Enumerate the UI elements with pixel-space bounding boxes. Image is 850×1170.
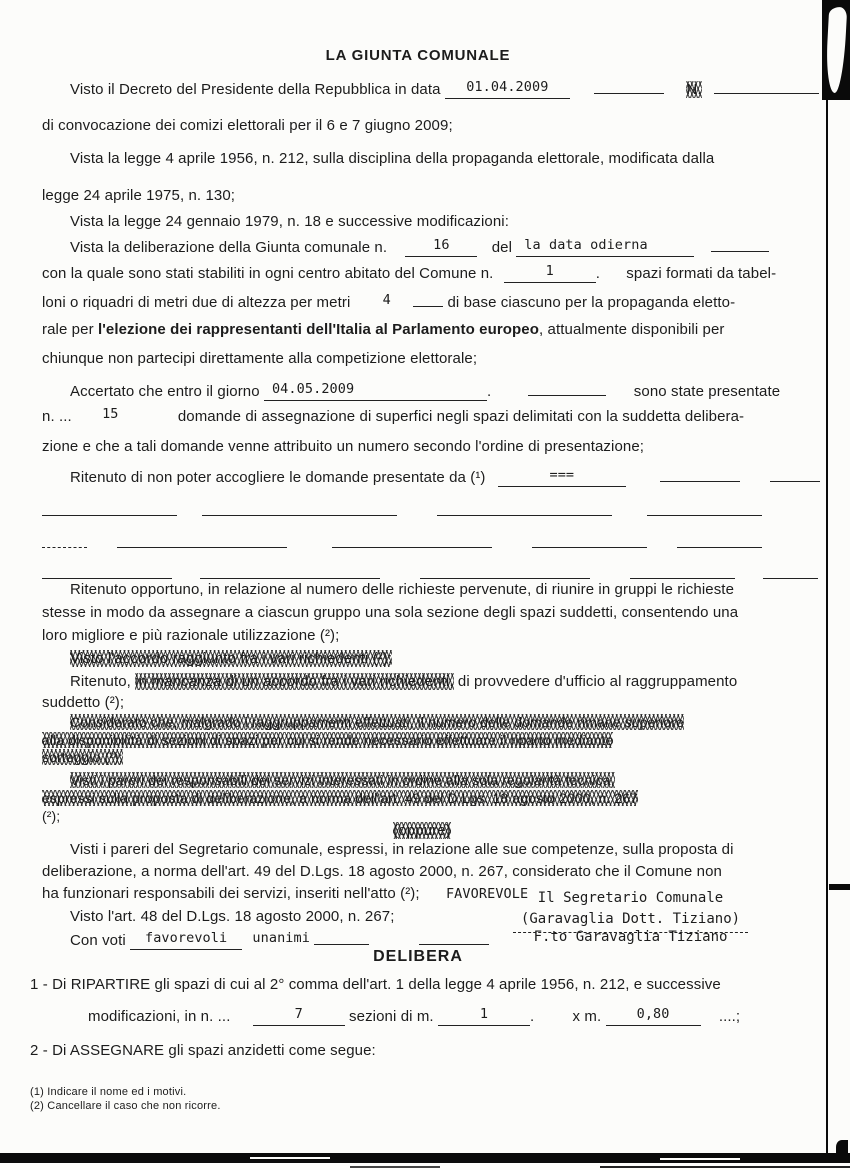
struck-text: Visti i pareri dei responsabili dei servizi interessati in ordine alla sola regolarità tecnica, — [70, 772, 615, 788]
struck-text: Considerato che, malgrado i raggruppamenti effettuati, il numero delle domande rimane superiore — [70, 714, 684, 730]
scan-edge-bottom-line — [350, 1166, 440, 1168]
blank-segment — [117, 534, 287, 548]
line-text: loni o riquadri di metri due di altezza per metri — [42, 293, 351, 311]
struck-text: Visto l'accordo raggiunto fra i vari richiedenti (²); — [70, 650, 393, 667]
line-text: x m. — [572, 1008, 602, 1025]
blank-segment — [528, 382, 606, 396]
typed-value: favorevoli — [144, 929, 228, 946]
struck-clause — [42, 714, 830, 730]
filled-field — [253, 1008, 345, 1026]
line-text: Visto il Decreto del Presidente della Repubblica in data — [70, 80, 441, 98]
struck-text: sorteggio (²); — [42, 749, 123, 765]
form-line — [42, 408, 802, 425]
blank-row — [42, 534, 802, 552]
line-text: rale per — [42, 321, 94, 338]
form-line: chiunque non partecipi direttamente alla competizione elettorale; — [42, 350, 478, 367]
typed-value: 1 — [479, 1006, 489, 1022]
struck-clause — [42, 732, 802, 748]
typed-value: FAVOREVOLE — [445, 886, 529, 902]
blank-segment — [42, 502, 177, 516]
struck-text: (oppure) — [393, 822, 451, 839]
form-line — [42, 382, 830, 401]
filled-field — [445, 78, 570, 99]
list-item: 1 - Di RIPARTIRE gli spazi di cui al 2° comma dell'art. 1 della legge 4 aprile 1956, n. 212, e successive — [30, 976, 721, 993]
form-line: (²); — [42, 808, 61, 824]
line-text: di base ciascuno per la propaganda eletto- — [447, 293, 736, 311]
typed-value: 1 — [545, 263, 554, 279]
struck-clause — [42, 790, 802, 806]
form-line: Visti i pareri del Segretario comunale, espressi, in relazione alle sue competenze, sulla proposta di — [70, 841, 734, 858]
scan-edge-vertical-line — [826, 96, 828, 1158]
blank-segment — [630, 565, 735, 579]
filled-field — [405, 236, 477, 257]
blank-segment — [419, 931, 489, 945]
scan-edge-bottom-corner — [836, 1140, 848, 1154]
blank-segment — [437, 502, 612, 516]
line-text: Vista la deliberazione della Giunta comunale n. — [70, 238, 388, 256]
typed-value: 01.04.2009 — [466, 78, 549, 95]
scan-edge-slit — [660, 1158, 740, 1160]
line-text: . — [529, 1008, 535, 1025]
line-text: Ritenuto di non poter accogliere le domande presentate da (¹) — [70, 468, 486, 486]
line-text: , attualmente disponibili per — [539, 321, 725, 338]
blank-segment — [420, 565, 590, 579]
form-line: loro migliore e più razionale utilizzazione (²); — [42, 627, 340, 644]
list-item: 2 - Di ASSEGNARE gli spazi anzidetti come segue: — [30, 1042, 376, 1059]
blank-segment — [647, 502, 762, 516]
signature-name: (Garavaglia Dott. Tiziano) — [520, 911, 741, 927]
footnote: (1) Indicare il nome ed i motivi. — [30, 1086, 187, 1098]
line-text-bold: l'elezione dei rappresentanti dell'Italia al Parlamento europeo — [97, 321, 540, 338]
filled-field — [438, 1008, 530, 1026]
scan-edge-bottom-line — [600, 1166, 850, 1168]
struck-text: espressi sulla proposta di deliberazione, a norma dell'art. 49 del D.Lgs. 18 agosto 2000, n. 267 — [42, 790, 638, 806]
form-line — [42, 80, 830, 99]
blank-segment — [711, 238, 769, 252]
form-line — [42, 293, 802, 311]
blank-segment-dashed — [42, 534, 87, 548]
struck-clause — [42, 650, 830, 667]
form-line — [42, 673, 830, 690]
document-title: LA GIUNTA COMUNALE — [325, 47, 511, 64]
line-text: sono state presentate — [633, 382, 781, 400]
line-text: ....; — [718, 1008, 741, 1025]
line-text: sezioni di m. — [349, 1008, 434, 1025]
form-line: Visto l'art. 48 del D.Lgs. 18 agosto 2000, n. 267; — [70, 908, 395, 925]
line-text: ha funzionari responsabili dei servizi, inseriti nell'atto (²); — [42, 885, 420, 902]
filled-field — [504, 265, 596, 283]
form-line: Ritenuto opportuno, in relazione al numero delle richieste pervenute, di riunire in gruppi le richieste — [70, 581, 735, 598]
line-text: Ritenuto, — [70, 673, 131, 690]
line-text: . — [486, 382, 492, 400]
filled-field — [264, 380, 487, 401]
typed-value: unanimi — [252, 929, 310, 946]
line-text: del — [491, 238, 513, 256]
typed-value: === — [549, 466, 575, 483]
typed-value: 04.05.2009 — [271, 380, 355, 397]
struck-text: in mancanza di un accordo fra i vari richiedenti, — [135, 673, 454, 690]
line-text: n. ... — [42, 408, 72, 425]
blank-segment — [677, 534, 762, 548]
blank-segment — [314, 931, 369, 945]
blank-segment — [532, 534, 647, 548]
struck-clause — [42, 822, 802, 839]
typed-value: 4 — [382, 291, 391, 308]
blank-segment — [770, 468, 820, 482]
blank-segment — [660, 468, 740, 482]
blank-segment — [200, 565, 380, 579]
footnote: (2) Cancellare il caso che non ricorre. — [30, 1100, 221, 1112]
form-line — [42, 468, 830, 487]
filled-field — [516, 236, 694, 257]
signature-role: Il Segretario Comunale — [537, 890, 724, 906]
blank-segment — [714, 80, 819, 94]
signature-block — [503, 888, 758, 948]
form-line: deliberazione, a norma dell'art. 49 del D.Lgs. 18 agosto 2000, n. 267, considerato che il Comune non — [42, 863, 722, 880]
blank-row — [42, 502, 802, 520]
line-text: modificazioni, in n. ... — [88, 1008, 231, 1025]
typed-value: 0,80 — [636, 1006, 670, 1022]
form-line — [42, 265, 802, 283]
struck-text: alla disponibilità di sezioni di spazi per cui si rende necessario effettuare il riparto mediante — [42, 732, 614, 748]
form-line: suddetto (²); — [42, 694, 125, 711]
scan-edge-slit — [250, 1157, 330, 1159]
form-line: stesse in modo da assegnare a ciascun gruppo una sola sezione degli spazi suddetti, consentendo una — [42, 604, 739, 621]
typed-value: 15 — [102, 406, 119, 422]
line-text: domande di assegnazione di superfici negli spazi delimitati con la suddetta delibera- — [177, 408, 745, 425]
blank-segment — [763, 565, 818, 579]
list-item — [30, 1008, 848, 1026]
form-line — [42, 238, 830, 257]
blank-segment — [332, 534, 492, 548]
filled-field — [606, 1008, 701, 1026]
form-line: di convocazione dei comizi elettorali per il 6 e 7 giugno 2009; — [42, 117, 453, 134]
signature-signed: F.to Garavaglia Tiziano — [533, 929, 728, 945]
typed-value: 7 — [294, 1006, 303, 1022]
form-line: Vista la legge 24 gennaio 1979, n. 18 e successive modificazioni: — [70, 213, 510, 230]
struck-label: N. — [686, 80, 702, 98]
line-text: Con voti — [70, 931, 126, 949]
line-text: Accertato che entro il giorno — [70, 382, 260, 400]
typed-value: la data odierna — [524, 236, 648, 253]
line-text: spazi formati da tabel- — [626, 265, 777, 282]
typed-value: 16 — [433, 236, 450, 253]
form-line: zione e che a tali domande venne attribuito un numero secondo l'ordine di presentazione; — [42, 438, 645, 455]
blank-segment — [594, 80, 664, 94]
form-line: legge 24 aprile 1975, n. 130; — [42, 187, 236, 204]
line-text: di provvedere d'ufficio al raggruppamento — [457, 673, 738, 690]
form-line: Vista la legge 4 aprile 1956, n. 212, sulla disciplina della propaganda elettorale, modificata dalla — [70, 150, 715, 167]
line-text: con la quale sono stati stabiliti in ogni centro abitato del Comune n. — [42, 265, 494, 282]
blank-segment — [42, 565, 172, 579]
blank-segment — [202, 502, 397, 516]
line-text: . — [595, 265, 601, 282]
scan-edge-dash — [829, 884, 850, 890]
struck-clause — [42, 749, 802, 765]
delibera-heading: DELIBERA — [373, 948, 463, 965]
blank-segment — [413, 293, 443, 307]
filled-field — [498, 466, 626, 487]
struck-clause — [42, 772, 830, 788]
form-line — [42, 321, 802, 338]
